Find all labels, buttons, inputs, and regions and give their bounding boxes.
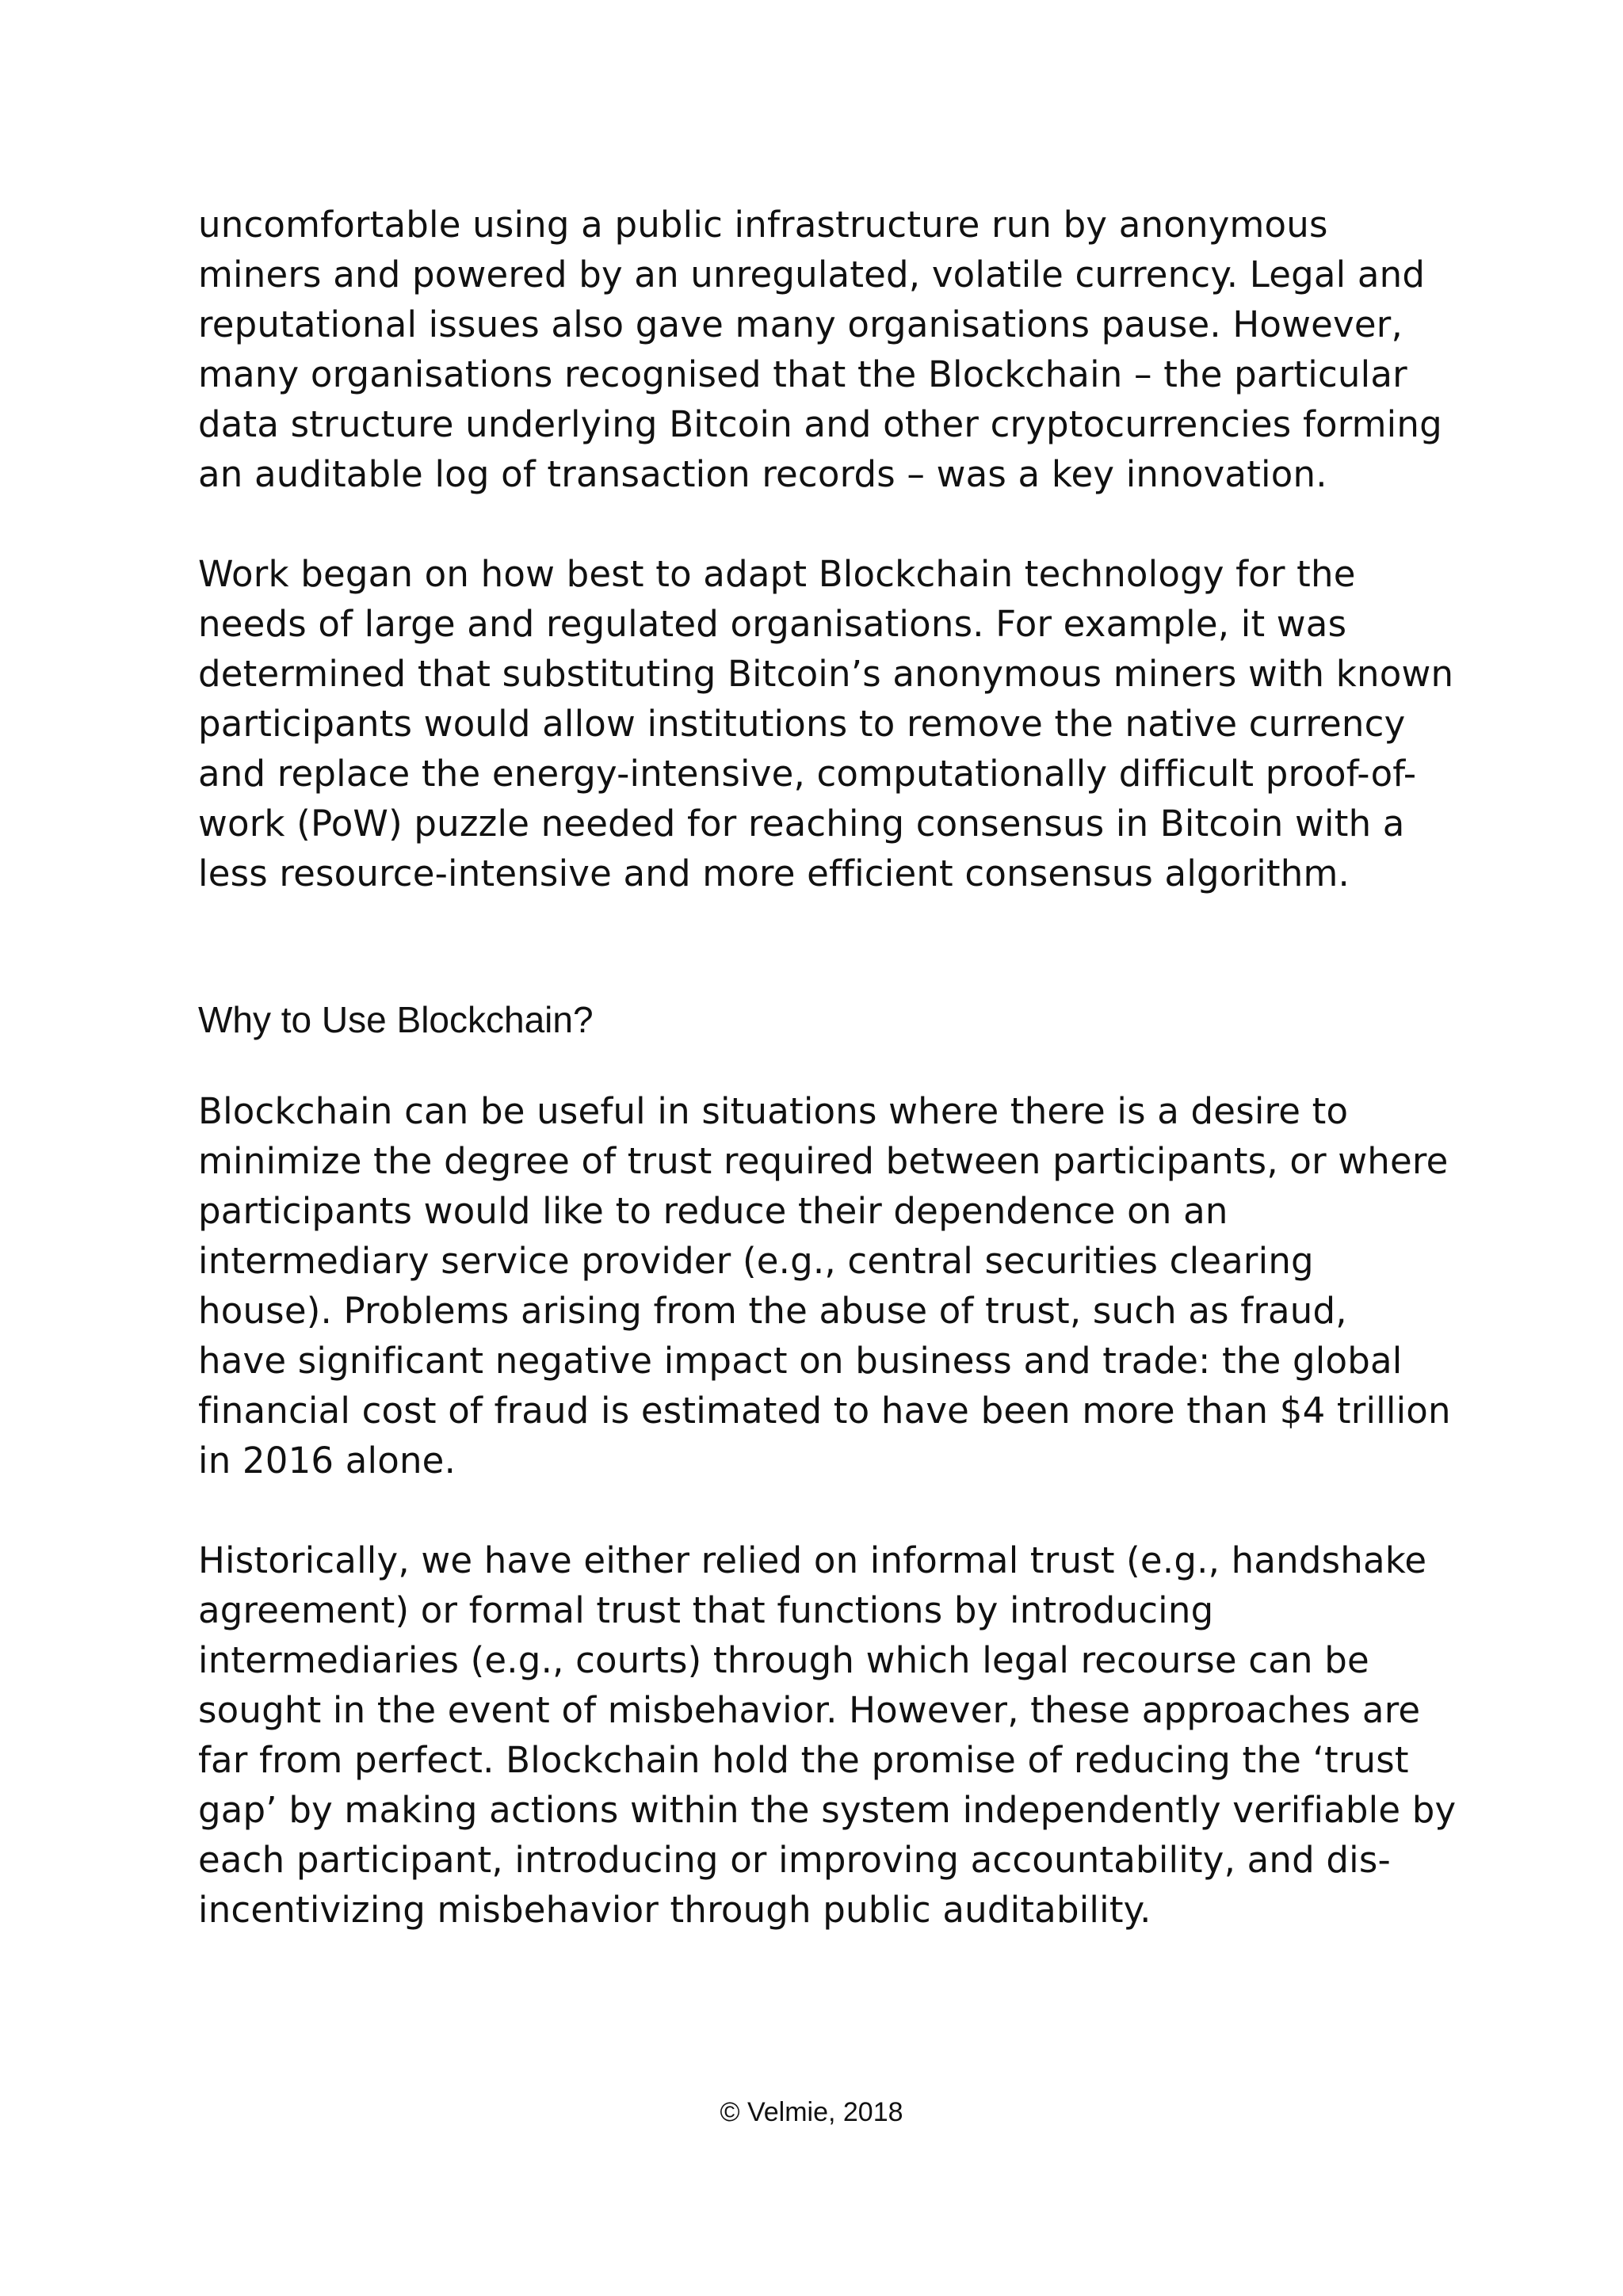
text-line: agreement) or formal trust that functions by introducing [198,1589,1214,1631]
text-line: data structure underlying Bitcoin and other cryptocurrencies forming [198,403,1442,445]
text-line: miners and powered by an unregulated, volatile currency. Legal and [198,254,1426,296]
text-line: house). Problems arising from the abuse of trust, such as fraud, [198,1290,1347,1332]
text-line: intermediary service provider (e.g., central securities clearing [198,1240,1314,1282]
text-line: Historically, we have either relied on informal trust (e.g., handshake [198,1539,1427,1581]
text-line: intermediaries (e.g., courts) through which legal recourse can be [198,1639,1369,1681]
text-line: reputational issues also gave many organisations pause. However, [198,303,1403,345]
text-line: determined that substituting Bitcoin’s anonymous miners with known [198,653,1454,695]
paragraph-historical-trust [198,1535,1466,1935]
paragraph-intro-continuation [198,200,1466,499]
text-line: Blockchain can be useful in situations where there is a desire to [198,1090,1349,1132]
document-body [198,200,1466,1935]
text-line: many organisations recognised that the Blockchain – the particular [198,353,1407,395]
text-line: participants would like to reduce their dependence on an [198,1190,1228,1232]
text-line: participants would allow institutions to remove the native currency [198,703,1406,745]
text-line: uncomfortable using a public infrastructure run by anonymous [198,204,1328,246]
text-line: work (PoW) puzzle needed for reaching consensus in Bitcoin with a [198,803,1405,845]
text-line: in 2016 alone. [198,1440,456,1482]
text-line: have significant negative impact on business and trade: the global [198,1340,1403,1382]
text-line: sought in the event of misbehavior. However, these approaches are [198,1689,1421,1731]
text-line: an auditable log of transaction records – was a key innovation. [198,453,1327,495]
text-line: minimize the degree of trust required between participants, or where [198,1140,1449,1182]
text-line: each participant, introducing or improving accountability, and dis- [198,1839,1391,1881]
text-line: financial cost of fraud is estimated to have been more than $4 trillion [198,1390,1451,1432]
text-line: gap’ by making actions within the system independently verifiable by [198,1789,1457,1831]
paragraph-adaptation [198,549,1466,898]
paragraph-usefulness [198,1086,1466,1486]
text-line: and replace the energy-intensive, computationally difficult proof-of- [198,753,1417,795]
text-line: incentivizing misbehavior through public auditability. [198,1889,1151,1931]
text-line: far from perfect. Blockchain hold the promise of reducing the ‘trust [198,1739,1409,1781]
text-line: needs of large and regulated organisations. For example, it was [198,603,1347,645]
section-heading: Why to Use Blockchain? [198,999,594,1040]
text-line: less resource-intensive and more efficient consensus algorithm. [198,852,1350,894]
footer-copyright: © Velmie, 2018 [720,2097,903,2127]
text-line: Work began on how best to adapt Blockchain technology for the [198,553,1356,595]
